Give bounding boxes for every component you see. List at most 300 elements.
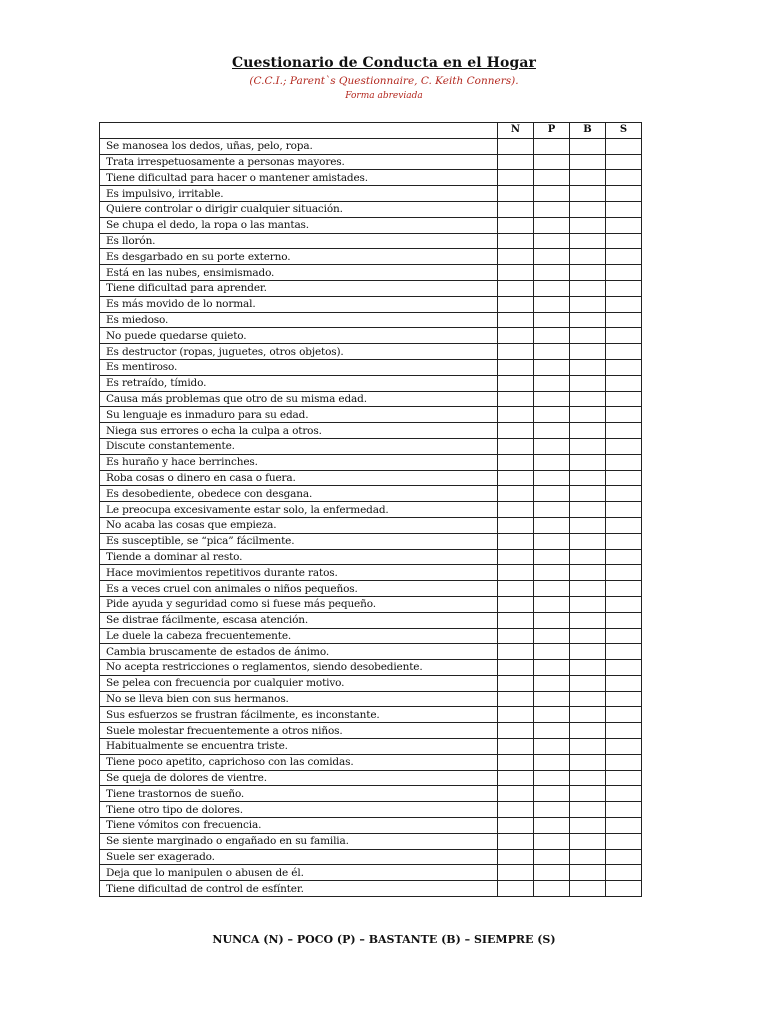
answer-cell-p[interactable] bbox=[534, 391, 570, 407]
item-text: No puede quedarse quieto. bbox=[100, 328, 498, 344]
table-row bbox=[100, 280, 642, 296]
answer-cell-p[interactable] bbox=[534, 786, 570, 802]
column-header-s: S bbox=[606, 123, 642, 139]
item-text: Tiene dificultad de control de esfínter. bbox=[100, 881, 498, 897]
answer-cell-s[interactable] bbox=[606, 754, 642, 770]
table-row bbox=[100, 344, 642, 360]
answer-cell-b[interactable] bbox=[570, 533, 606, 549]
answer-cell-n[interactable] bbox=[498, 138, 534, 154]
answer-cell-n[interactable] bbox=[498, 517, 534, 533]
column-header-n: N bbox=[498, 123, 534, 139]
answer-cell-p[interactable] bbox=[534, 565, 570, 581]
item-text: Deja que lo manipulen o abusen de él. bbox=[100, 865, 498, 881]
answer-cell-p[interactable] bbox=[534, 533, 570, 549]
answer-cell-b[interactable] bbox=[570, 786, 606, 802]
item-text: Pide ayuda y seguridad como si fuese más pequeño. bbox=[100, 596, 498, 612]
table-row bbox=[100, 423, 642, 439]
answer-cell-n[interactable] bbox=[498, 723, 534, 739]
item-text: Le preocupa excesivamente estar solo, la enfermedad. bbox=[100, 502, 498, 518]
item-text: Quiere controlar o dirigir cualquier situación. bbox=[100, 201, 498, 217]
answer-cell-n[interactable] bbox=[498, 344, 534, 360]
table-row bbox=[100, 217, 642, 233]
table-row bbox=[100, 391, 642, 407]
answer-cell-p[interactable] bbox=[534, 644, 570, 660]
table-row bbox=[100, 865, 642, 881]
answer-cell-s[interactable] bbox=[606, 770, 642, 786]
table-row bbox=[100, 502, 642, 518]
answer-cell-s[interactable] bbox=[606, 596, 642, 612]
answer-cell-s[interactable] bbox=[606, 407, 642, 423]
answer-cell-p[interactable] bbox=[534, 549, 570, 565]
table-row bbox=[100, 517, 642, 533]
answer-cell-n[interactable] bbox=[498, 770, 534, 786]
answer-cell-s[interactable] bbox=[606, 707, 642, 723]
answer-cell-p[interactable] bbox=[534, 328, 570, 344]
table-row bbox=[100, 154, 642, 170]
item-text: Es llorón. bbox=[100, 233, 498, 249]
answer-cell-n[interactable] bbox=[498, 170, 534, 186]
answer-cell-s[interactable] bbox=[606, 533, 642, 549]
answer-cell-p[interactable] bbox=[534, 265, 570, 281]
answer-cell-b[interactable] bbox=[570, 233, 606, 249]
questionnaire-table bbox=[99, 122, 642, 897]
table-header-row bbox=[100, 123, 642, 139]
form-label: Forma abreviada bbox=[345, 91, 423, 101]
answer-cell-s[interactable] bbox=[606, 739, 642, 755]
answer-cell-b[interactable] bbox=[570, 881, 606, 897]
item-text: Hace movimientos repetitivos durante ratos. bbox=[100, 565, 498, 581]
answer-cell-s[interactable] bbox=[606, 628, 642, 644]
item-text: Es destructor (ropas, juguetes, otros objetos). bbox=[100, 344, 498, 360]
table-row bbox=[100, 407, 642, 423]
answer-cell-s[interactable] bbox=[606, 170, 642, 186]
answer-cell-b[interactable] bbox=[570, 344, 606, 360]
answer-cell-p[interactable] bbox=[534, 138, 570, 154]
item-text: Cambia bruscamente de estados de ánimo. bbox=[100, 644, 498, 660]
item-text: Es huraño y hace berrinches. bbox=[100, 454, 498, 470]
table-row bbox=[100, 739, 642, 755]
item-text: Es mentiroso. bbox=[100, 359, 498, 375]
table-row bbox=[100, 138, 642, 154]
answer-cell-n[interactable] bbox=[498, 644, 534, 660]
item-text: Suele ser exagerado. bbox=[100, 849, 498, 865]
answer-cell-b[interactable] bbox=[570, 359, 606, 375]
answer-cell-n[interactable] bbox=[498, 201, 534, 217]
item-text: Sus esfuerzos se frustran fácilmente, es inconstante. bbox=[100, 707, 498, 723]
table-row bbox=[100, 786, 642, 802]
answer-cell-s[interactable] bbox=[606, 438, 642, 454]
table-row bbox=[100, 375, 642, 391]
answer-cell-b[interactable] bbox=[570, 691, 606, 707]
subtitle: (C.C.I.; Parent`s Questionnaire, C. Keith Conners). bbox=[249, 75, 519, 87]
item-text: Suele molestar frecuentemente a otros niños. bbox=[100, 723, 498, 739]
answer-cell-b[interactable] bbox=[570, 849, 606, 865]
answer-cell-n[interactable] bbox=[498, 265, 534, 281]
answer-cell-s[interactable] bbox=[606, 549, 642, 565]
answer-cell-n[interactable] bbox=[498, 249, 534, 265]
answer-cell-p[interactable] bbox=[534, 186, 570, 202]
answer-cell-p[interactable] bbox=[534, 770, 570, 786]
answer-cell-p[interactable] bbox=[534, 612, 570, 628]
answer-cell-s[interactable] bbox=[606, 470, 642, 486]
header-item-blank bbox=[100, 123, 498, 139]
answer-cell-p[interactable] bbox=[534, 660, 570, 676]
answer-cell-s[interactable] bbox=[606, 217, 642, 233]
answer-cell-p[interactable] bbox=[534, 486, 570, 502]
answer-cell-s[interactable] bbox=[606, 296, 642, 312]
answer-cell-n[interactable] bbox=[498, 502, 534, 518]
table-row bbox=[100, 265, 642, 281]
answer-cell-p[interactable] bbox=[534, 154, 570, 170]
answer-cell-p[interactable] bbox=[534, 249, 570, 265]
answer-cell-p[interactable] bbox=[534, 754, 570, 770]
answer-cell-b[interactable] bbox=[570, 217, 606, 233]
answer-cell-p[interactable] bbox=[534, 833, 570, 849]
answer-cell-b[interactable] bbox=[570, 249, 606, 265]
item-text: Se siente marginado o engañado en su familia. bbox=[100, 833, 498, 849]
item-text: Es impulsivo, irritable. bbox=[100, 186, 498, 202]
answer-cell-n[interactable] bbox=[498, 186, 534, 202]
answer-cell-b[interactable] bbox=[570, 581, 606, 597]
answer-cell-p[interactable] bbox=[534, 280, 570, 296]
answer-cell-p[interactable] bbox=[534, 359, 570, 375]
answer-cell-s[interactable] bbox=[606, 138, 642, 154]
answer-cell-b[interactable] bbox=[570, 454, 606, 470]
answer-cell-b[interactable] bbox=[570, 770, 606, 786]
answer-cell-s[interactable] bbox=[606, 849, 642, 865]
answer-cell-b[interactable] bbox=[570, 186, 606, 202]
table-row bbox=[100, 249, 642, 265]
answer-cell-p[interactable] bbox=[534, 502, 570, 518]
answer-cell-n[interactable] bbox=[498, 818, 534, 834]
answer-cell-s[interactable] bbox=[606, 691, 642, 707]
item-text: No acepta restricciones o reglamentos, siendo desobediente. bbox=[100, 660, 498, 676]
answer-cell-b[interactable] bbox=[570, 375, 606, 391]
answer-cell-p[interactable] bbox=[534, 296, 570, 312]
answer-cell-p[interactable] bbox=[534, 375, 570, 391]
answer-cell-n[interactable] bbox=[498, 454, 534, 470]
item-text: Le duele la cabeza frecuentemente. bbox=[100, 628, 498, 644]
item-text: Es desobediente, obedece con desgana. bbox=[100, 486, 498, 502]
answer-cell-n[interactable] bbox=[498, 328, 534, 344]
answer-cell-n[interactable] bbox=[498, 802, 534, 818]
answer-cell-n[interactable] bbox=[498, 407, 534, 423]
answer-cell-s[interactable] bbox=[606, 423, 642, 439]
answer-cell-p[interactable] bbox=[534, 438, 570, 454]
answer-cell-s[interactable] bbox=[606, 454, 642, 470]
answer-cell-p[interactable] bbox=[534, 170, 570, 186]
answer-cell-p[interactable] bbox=[534, 675, 570, 691]
answer-cell-n[interactable] bbox=[498, 391, 534, 407]
answer-cell-p[interactable] bbox=[534, 849, 570, 865]
table-row bbox=[100, 581, 642, 597]
answer-cell-p[interactable] bbox=[534, 201, 570, 217]
item-text: Se queja de dolores de vientre. bbox=[100, 770, 498, 786]
answer-cell-b[interactable] bbox=[570, 644, 606, 660]
answer-cell-s[interactable] bbox=[606, 517, 642, 533]
item-text: Se chupa el dedo, la ropa o las mantas. bbox=[100, 217, 498, 233]
answer-cell-b[interactable] bbox=[570, 660, 606, 676]
answer-cell-s[interactable] bbox=[606, 565, 642, 581]
answer-cell-p[interactable] bbox=[534, 628, 570, 644]
table-row bbox=[100, 359, 642, 375]
item-text: No se lleva bien con sus hermanos. bbox=[100, 691, 498, 707]
answer-cell-n[interactable] bbox=[498, 707, 534, 723]
answer-cell-s[interactable] bbox=[606, 249, 642, 265]
answer-cell-p[interactable] bbox=[534, 454, 570, 470]
answer-cell-n[interactable] bbox=[498, 549, 534, 565]
answer-cell-b[interactable] bbox=[570, 154, 606, 170]
item-text: Trata irrespetuosamente a personas mayores. bbox=[100, 154, 498, 170]
answer-cell-n[interactable] bbox=[498, 596, 534, 612]
table-row bbox=[100, 849, 642, 865]
item-text: Habitualmente se encuentra triste. bbox=[100, 739, 498, 755]
answer-cell-s[interactable] bbox=[606, 391, 642, 407]
answer-cell-p[interactable] bbox=[534, 344, 570, 360]
answer-cell-s[interactable] bbox=[606, 660, 642, 676]
answer-cell-b[interactable] bbox=[570, 612, 606, 628]
answer-cell-p[interactable] bbox=[534, 581, 570, 597]
answer-cell-p[interactable] bbox=[534, 233, 570, 249]
item-text: No acaba las cosas que empieza. bbox=[100, 517, 498, 533]
item-text: Es desgarbado en su porte externo. bbox=[100, 249, 498, 265]
answer-cell-s[interactable] bbox=[606, 154, 642, 170]
answer-cell-p[interactable] bbox=[534, 707, 570, 723]
item-text: Su lenguaje es inmaduro para su edad. bbox=[100, 407, 498, 423]
table-row bbox=[100, 818, 642, 834]
item-text: Está en las nubes, ensimismado. bbox=[100, 265, 498, 281]
item-text: Es a veces cruel con animales o niños pequeños. bbox=[100, 581, 498, 597]
answer-cell-p[interactable] bbox=[534, 596, 570, 612]
answer-cell-p[interactable] bbox=[534, 312, 570, 328]
answer-cell-n[interactable] bbox=[498, 470, 534, 486]
table-row bbox=[100, 691, 642, 707]
answer-cell-n[interactable] bbox=[498, 660, 534, 676]
answer-cell-s[interactable] bbox=[606, 280, 642, 296]
answer-cell-b[interactable] bbox=[570, 565, 606, 581]
answer-cell-b[interactable] bbox=[570, 865, 606, 881]
item-text: Es más movido de lo normal. bbox=[100, 296, 498, 312]
answer-cell-p[interactable] bbox=[534, 865, 570, 881]
answer-cell-n[interactable] bbox=[498, 154, 534, 170]
answer-cell-n[interactable] bbox=[498, 438, 534, 454]
table-row bbox=[100, 802, 642, 818]
table-row bbox=[100, 707, 642, 723]
answer-cell-s[interactable] bbox=[606, 312, 642, 328]
table-row bbox=[100, 201, 642, 217]
table-row bbox=[100, 754, 642, 770]
answer-cell-n[interactable] bbox=[498, 691, 534, 707]
table-row bbox=[100, 296, 642, 312]
table-row bbox=[100, 486, 642, 502]
table-row bbox=[100, 770, 642, 786]
answer-cell-b[interactable] bbox=[570, 280, 606, 296]
answer-cell-b[interactable] bbox=[570, 470, 606, 486]
answer-cell-s[interactable] bbox=[606, 786, 642, 802]
answer-cell-p[interactable] bbox=[534, 818, 570, 834]
answer-cell-n[interactable] bbox=[498, 486, 534, 502]
answer-cell-s[interactable] bbox=[606, 802, 642, 818]
answer-cell-n[interactable] bbox=[498, 233, 534, 249]
answer-cell-b[interactable] bbox=[570, 423, 606, 439]
legend: NUNCA (N) – POCO (P) – BASTANTE (B) – SIEMPRE (S) bbox=[212, 933, 556, 946]
answer-cell-b[interactable] bbox=[570, 407, 606, 423]
item-text: Tiene dificultad para hacer o mantener amistades. bbox=[100, 170, 498, 186]
table-row bbox=[100, 533, 642, 549]
table-row bbox=[100, 233, 642, 249]
answer-cell-s[interactable] bbox=[606, 881, 642, 897]
item-text: Causa más problemas que otro de su misma edad. bbox=[100, 391, 498, 407]
answer-cell-s[interactable] bbox=[606, 723, 642, 739]
answer-cell-b[interactable] bbox=[570, 265, 606, 281]
answer-cell-s[interactable] bbox=[606, 502, 642, 518]
answer-cell-n[interactable] bbox=[498, 533, 534, 549]
answer-cell-n[interactable] bbox=[498, 881, 534, 897]
answer-cell-s[interactable] bbox=[606, 675, 642, 691]
table-row bbox=[100, 186, 642, 202]
item-text: Tiene vómitos con frecuencia. bbox=[100, 818, 498, 834]
answer-cell-b[interactable] bbox=[570, 707, 606, 723]
answer-cell-s[interactable] bbox=[606, 186, 642, 202]
item-text: Tiene otro tipo de dolores. bbox=[100, 802, 498, 818]
table-row bbox=[100, 170, 642, 186]
item-text: Se manosea los dedos, uñas, pelo, ropa. bbox=[100, 138, 498, 154]
answer-cell-p[interactable] bbox=[534, 217, 570, 233]
column-header-b: B bbox=[570, 123, 606, 139]
answer-cell-n[interactable] bbox=[498, 312, 534, 328]
answer-cell-s[interactable] bbox=[606, 612, 642, 628]
answer-cell-s[interactable] bbox=[606, 233, 642, 249]
answer-cell-s[interactable] bbox=[606, 486, 642, 502]
table-row bbox=[100, 312, 642, 328]
answer-cell-s[interactable] bbox=[606, 818, 642, 834]
item-text: Tiene poco apetito, caprichoso con las comidas. bbox=[100, 754, 498, 770]
item-text: Es susceptible, se “pica” fácilmente. bbox=[100, 533, 498, 549]
item-text: Niega sus errores o echa la culpa a otros. bbox=[100, 423, 498, 439]
answer-cell-b[interactable] bbox=[570, 486, 606, 502]
table-row bbox=[100, 470, 642, 486]
answer-cell-s[interactable] bbox=[606, 375, 642, 391]
answer-cell-b[interactable] bbox=[570, 675, 606, 691]
table-row bbox=[100, 675, 642, 691]
answer-cell-n[interactable] bbox=[498, 565, 534, 581]
item-text: Es retraído, tímido. bbox=[100, 375, 498, 391]
answer-cell-b[interactable] bbox=[570, 170, 606, 186]
table-row bbox=[100, 454, 642, 470]
answer-cell-p[interactable] bbox=[534, 470, 570, 486]
answer-cell-b[interactable] bbox=[570, 723, 606, 739]
answer-cell-p[interactable] bbox=[534, 407, 570, 423]
answer-cell-p[interactable] bbox=[534, 691, 570, 707]
answer-cell-b[interactable] bbox=[570, 754, 606, 770]
table-row bbox=[100, 628, 642, 644]
answer-cell-n[interactable] bbox=[498, 754, 534, 770]
answer-cell-p[interactable] bbox=[534, 881, 570, 897]
answer-cell-n[interactable] bbox=[498, 628, 534, 644]
table-row bbox=[100, 644, 642, 660]
answer-cell-b[interactable] bbox=[570, 628, 606, 644]
answer-cell-n[interactable] bbox=[498, 612, 534, 628]
answer-cell-n[interactable] bbox=[498, 833, 534, 849]
questionnaire-body bbox=[100, 138, 642, 896]
answer-cell-s[interactable] bbox=[606, 265, 642, 281]
item-text: Tiene dificultad para aprender. bbox=[100, 280, 498, 296]
answer-cell-p[interactable] bbox=[534, 739, 570, 755]
answer-cell-n[interactable] bbox=[498, 581, 534, 597]
table-row bbox=[100, 596, 642, 612]
item-text: Tiende a dominar al resto. bbox=[100, 549, 498, 565]
answer-cell-n[interactable] bbox=[498, 280, 534, 296]
answer-cell-b[interactable] bbox=[570, 818, 606, 834]
answer-cell-p[interactable] bbox=[534, 517, 570, 533]
answer-cell-p[interactable] bbox=[534, 723, 570, 739]
answer-cell-b[interactable] bbox=[570, 201, 606, 217]
answer-cell-n[interactable] bbox=[498, 849, 534, 865]
answer-cell-b[interactable] bbox=[570, 596, 606, 612]
answer-cell-b[interactable] bbox=[570, 833, 606, 849]
answer-cell-b[interactable] bbox=[570, 438, 606, 454]
item-text: Roba cosas o dinero en casa o fuera. bbox=[100, 470, 498, 486]
table-row bbox=[100, 833, 642, 849]
answer-cell-s[interactable] bbox=[606, 328, 642, 344]
answer-cell-s[interactable] bbox=[606, 344, 642, 360]
answer-cell-b[interactable] bbox=[570, 296, 606, 312]
answer-cell-n[interactable] bbox=[498, 865, 534, 881]
answer-cell-s[interactable] bbox=[606, 644, 642, 660]
answer-cell-s[interactable] bbox=[606, 581, 642, 597]
answer-cell-n[interactable] bbox=[498, 217, 534, 233]
item-text: Tiene trastornos de sueño. bbox=[100, 786, 498, 802]
table-row bbox=[100, 328, 642, 344]
table-row bbox=[100, 881, 642, 897]
answer-cell-b[interactable] bbox=[570, 391, 606, 407]
table-row bbox=[100, 438, 642, 454]
answer-cell-s[interactable] bbox=[606, 201, 642, 217]
table-row bbox=[100, 660, 642, 676]
answer-cell-b[interactable] bbox=[570, 739, 606, 755]
item-text: Se distrae fácilmente, escasa atención. bbox=[100, 612, 498, 628]
answer-cell-b[interactable] bbox=[570, 138, 606, 154]
item-text: Se pelea con frecuencia por cualquier motivo. bbox=[100, 675, 498, 691]
answer-cell-b[interactable] bbox=[570, 312, 606, 328]
answer-cell-b[interactable] bbox=[570, 328, 606, 344]
answer-cell-b[interactable] bbox=[570, 549, 606, 565]
answer-cell-n[interactable] bbox=[498, 786, 534, 802]
answer-cell-n[interactable] bbox=[498, 296, 534, 312]
answer-cell-n[interactable] bbox=[498, 675, 534, 691]
item-text: Discute constantemente. bbox=[100, 438, 498, 454]
item-text: Es miedoso. bbox=[100, 312, 498, 328]
answer-cell-p[interactable] bbox=[534, 423, 570, 439]
answer-cell-s[interactable] bbox=[606, 865, 642, 881]
page-title: Cuestionario de Conducta en el Hogar bbox=[232, 55, 536, 71]
answer-cell-b[interactable] bbox=[570, 517, 606, 533]
answer-cell-n[interactable] bbox=[498, 739, 534, 755]
column-header-p: P bbox=[534, 123, 570, 139]
answer-cell-n[interactable] bbox=[498, 375, 534, 391]
answer-cell-n[interactable] bbox=[498, 359, 534, 375]
answer-cell-b[interactable] bbox=[570, 802, 606, 818]
answer-cell-s[interactable] bbox=[606, 359, 642, 375]
answer-cell-s[interactable] bbox=[606, 833, 642, 849]
answer-cell-b[interactable] bbox=[570, 502, 606, 518]
answer-cell-p[interactable] bbox=[534, 802, 570, 818]
table-row bbox=[100, 549, 642, 565]
answer-cell-n[interactable] bbox=[498, 423, 534, 439]
table-row bbox=[100, 565, 642, 581]
table-row bbox=[100, 612, 642, 628]
table-row bbox=[100, 723, 642, 739]
